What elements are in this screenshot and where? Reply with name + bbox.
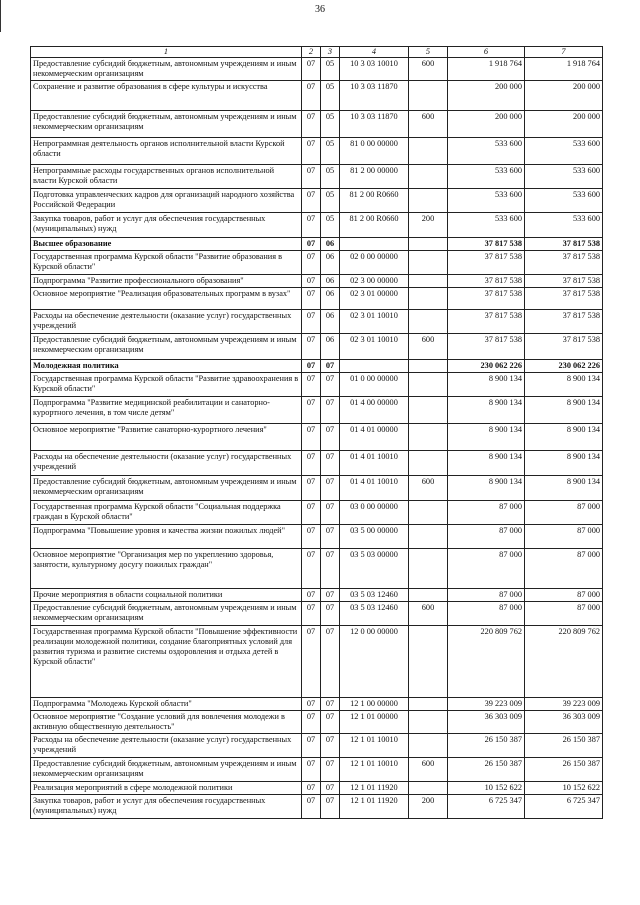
row-name-cell: Государственная программа Курской области "Повышение эффективности реализации молодежной политики, создание благоприятных условий для развития туризма и развитие системы оздоровления и отдыха детей в Курской области": [31, 626, 302, 698]
row-target-code-cell: 12 1 01 10010: [340, 734, 409, 758]
table-row: [31, 782, 603, 795]
row-name-cell: Расходы на обеспечение деятельности (оказание услуг) государственных учреждений: [31, 310, 302, 334]
row-amount-year1-cell: 8 900 134: [448, 451, 525, 476]
row-amount-year2-cell: 37 817 538: [525, 275, 603, 288]
row-expense-type-cell: [409, 711, 448, 734]
row-name-cell: Подпрограмма "Развитие профессионального образования": [31, 275, 302, 288]
row-section-cell: 07: [302, 501, 321, 525]
row-expense-type-cell: [409, 626, 448, 698]
row-expense-type-cell: 600: [409, 602, 448, 626]
row-expense-type-cell: [409, 251, 448, 275]
row-section-cell: 07: [302, 251, 321, 275]
row-amount-year2-cell: 533 600: [525, 213, 603, 238]
row-amount-year2-cell: 533 600: [525, 138, 603, 165]
row-amount-year2-cell: 533 600: [525, 165, 603, 189]
row-expense-type-cell: [409, 373, 448, 397]
table-row: [31, 275, 603, 288]
row-target-code-cell: 10 3 03 10010: [340, 58, 409, 81]
row-amount-year1-cell: 36 303 009: [448, 711, 525, 734]
row-expense-type-cell: 600: [409, 334, 448, 360]
table-row: [31, 213, 603, 238]
row-subsection-cell: 07: [321, 589, 340, 602]
row-target-code-cell: 01 4 00 00000: [340, 397, 409, 424]
row-amount-year2-cell: 37 817 538: [525, 251, 603, 275]
row-name-cell: Государственная программа Курской области "Развитие здравоохранения в Курской области": [31, 373, 302, 397]
row-target-code-cell: 12 1 01 00000: [340, 711, 409, 734]
table-row: [31, 758, 603, 782]
row-amount-year1-cell: 87 000: [448, 525, 525, 549]
table-row: [31, 111, 603, 138]
table-row: [31, 711, 603, 734]
row-target-code-cell: [340, 238, 409, 251]
table-row: [31, 451, 603, 476]
row-subsection-cell: 05: [321, 81, 340, 111]
row-name-cell: Непрограммная деятельность органов исполнительной власти Курской области: [31, 138, 302, 165]
row-subsection-cell: 07: [321, 698, 340, 711]
row-amount-year1-cell: 230 062 226: [448, 360, 525, 373]
row-section-cell: 07: [302, 81, 321, 111]
row-amount-year2-cell: 533 600: [525, 189, 603, 213]
row-target-code-cell: 81 2 00 R0660: [340, 189, 409, 213]
column-header: 7: [525, 47, 603, 58]
row-target-code-cell: 03 5 00 00000: [340, 525, 409, 549]
row-amount-year1-cell: 533 600: [448, 213, 525, 238]
row-expense-type-cell: [409, 525, 448, 549]
row-section-cell: 07: [302, 213, 321, 238]
row-section-cell: 07: [302, 451, 321, 476]
row-amount-year1-cell: 8 900 134: [448, 424, 525, 451]
row-amount-year1-cell: 6 725 347: [448, 795, 525, 819]
row-expense-type-cell: 200: [409, 795, 448, 819]
row-subsection-cell: 05: [321, 165, 340, 189]
row-target-code-cell: 81 0 00 00000: [340, 138, 409, 165]
table-row: [31, 189, 603, 213]
row-amount-year1-cell: 26 150 387: [448, 734, 525, 758]
row-target-code-cell: 01 4 01 10010: [340, 476, 409, 501]
row-expense-type-cell: [409, 238, 448, 251]
row-expense-type-cell: [409, 397, 448, 424]
table-header-row: [31, 47, 603, 58]
table-row: [31, 602, 603, 626]
table-row: [31, 795, 603, 819]
row-subsection-cell: 05: [321, 58, 340, 81]
row-section-cell: 07: [302, 758, 321, 782]
row-expense-type-cell: [409, 189, 448, 213]
row-target-code-cell: 03 0 00 00000: [340, 501, 409, 525]
row-expense-type-cell: 600: [409, 58, 448, 81]
row-subsection-cell: 07: [321, 758, 340, 782]
row-subsection-cell: 06: [321, 288, 340, 310]
row-target-code-cell: 03 5 03 12460: [340, 602, 409, 626]
row-expense-type-cell: 600: [409, 758, 448, 782]
row-amount-year1-cell: 8 900 134: [448, 476, 525, 501]
row-amount-year1-cell: 533 600: [448, 138, 525, 165]
column-header: 3: [321, 47, 340, 58]
row-subsection-cell: 05: [321, 138, 340, 165]
row-target-code-cell: 81 2 00 R0660: [340, 213, 409, 238]
row-expense-type-cell: [409, 698, 448, 711]
row-expense-type-cell: [409, 81, 448, 111]
table-row: [31, 334, 603, 360]
table-row: [31, 310, 603, 334]
row-subsection-cell: 07: [321, 451, 340, 476]
row-section-cell: 07: [302, 525, 321, 549]
row-subsection-cell: 05: [321, 213, 340, 238]
row-name-cell: Основное мероприятие "Организация мер по укреплению здоровья, занятости, культурному досугу пожилых граждан": [31, 549, 302, 589]
row-section-cell: 07: [302, 288, 321, 310]
row-name-cell: Основное мероприятие "Развитие санаторно-курортного лечения": [31, 424, 302, 451]
row-section-cell: 07: [302, 165, 321, 189]
row-expense-type-cell: [409, 288, 448, 310]
row-subsection-cell: 06: [321, 251, 340, 275]
table-row: [31, 397, 603, 424]
row-section-cell: 07: [302, 782, 321, 795]
row-expense-type-cell: [409, 451, 448, 476]
row-amount-year1-cell: 37 817 538: [448, 334, 525, 360]
row-target-code-cell: 03 5 03 12460: [340, 589, 409, 602]
row-amount-year2-cell: 8 900 134: [525, 397, 603, 424]
row-target-code-cell: [340, 360, 409, 373]
row-name-cell: Расходы на обеспечение деятельности (оказание услуг) государственных учреждений: [31, 734, 302, 758]
row-target-code-cell: 12 1 01 11920: [340, 782, 409, 795]
row-section-cell: 07: [302, 138, 321, 165]
column-header: 1: [31, 47, 302, 58]
row-subsection-cell: 05: [321, 111, 340, 138]
row-expense-type-cell: [409, 360, 448, 373]
row-subsection-cell: 07: [321, 360, 340, 373]
table-row: [31, 251, 603, 275]
row-amount-year1-cell: 10 152 622: [448, 782, 525, 795]
row-amount-year1-cell: 200 000: [448, 111, 525, 138]
row-amount-year1-cell: 26 150 387: [448, 758, 525, 782]
row-amount-year2-cell: 87 000: [525, 549, 603, 589]
row-amount-year1-cell: 8 900 134: [448, 373, 525, 397]
row-expense-type-cell: [409, 501, 448, 525]
row-name-cell: Сохранение и развитие образования в сфере культуры и искусства: [31, 81, 302, 111]
row-name-cell: Предоставление субсидий бюджетным, автономным учреждениям и иным некоммерческим организациям: [31, 758, 302, 782]
row-amount-year2-cell: 87 000: [525, 525, 603, 549]
row-amount-year2-cell: 230 062 226: [525, 360, 603, 373]
row-section-cell: 07: [302, 58, 321, 81]
row-subsection-cell: 07: [321, 734, 340, 758]
row-subsection-cell: 06: [321, 238, 340, 251]
row-amount-year1-cell: 87 000: [448, 549, 525, 589]
table-row: [31, 476, 603, 501]
row-amount-year2-cell: 39 223 009: [525, 698, 603, 711]
row-amount-year1-cell: 37 817 538: [448, 238, 525, 251]
row-expense-type-cell: 600: [409, 476, 448, 501]
table-row: [31, 589, 603, 602]
table-row: [31, 58, 603, 81]
row-subsection-cell: 07: [321, 626, 340, 698]
row-section-cell: 07: [302, 476, 321, 501]
table-row: [31, 734, 603, 758]
row-expense-type-cell: [409, 589, 448, 602]
row-amount-year2-cell: 6 725 347: [525, 795, 603, 819]
row-target-code-cell: 10 3 03 11870: [340, 81, 409, 111]
row-amount-year1-cell: 200 000: [448, 81, 525, 111]
row-name-cell: Предоставление субсидий бюджетным, автономным учреждениям и иным некоммерческим организациям: [31, 602, 302, 626]
row-amount-year1-cell: 37 817 538: [448, 310, 525, 334]
row-expense-type-cell: 200: [409, 213, 448, 238]
row-name-cell: Предоставление субсидий бюджетным, автономным учреждениям и иным некоммерческим организациям: [31, 111, 302, 138]
table-row: [31, 501, 603, 525]
row-subsection-cell: 07: [321, 397, 340, 424]
row-amount-year2-cell: 87 000: [525, 501, 603, 525]
row-name-cell: Прочие мероприятия в области социальной политики: [31, 589, 302, 602]
row-amount-year2-cell: 200 000: [525, 81, 603, 111]
row-amount-year2-cell: 37 817 538: [525, 310, 603, 334]
row-amount-year2-cell: 37 817 538: [525, 238, 603, 251]
row-expense-type-cell: [409, 734, 448, 758]
row-name-cell: Предоставление субсидий бюджетным, автономным учреждениям и иным некоммерческим организациям: [31, 476, 302, 501]
row-amount-year2-cell: 8 900 134: [525, 451, 603, 476]
row-subsection-cell: 07: [321, 501, 340, 525]
row-amount-year2-cell: 37 817 538: [525, 334, 603, 360]
row-subsection-cell: 06: [321, 334, 340, 360]
row-subsection-cell: 06: [321, 310, 340, 334]
table-row: [31, 138, 603, 165]
row-amount-year2-cell: 220 809 762: [525, 626, 603, 698]
row-subsection-cell: 07: [321, 795, 340, 819]
row-expense-type-cell: [409, 549, 448, 589]
row-section-cell: 07: [302, 602, 321, 626]
table-row: [31, 525, 603, 549]
row-target-code-cell: 81 2 00 00000: [340, 165, 409, 189]
row-name-cell: Подпрограмма "Развитие медицинской реабилитации и санаторно-курортного лечения, в том числе детям": [31, 397, 302, 424]
row-target-code-cell: 12 1 01 10010: [340, 758, 409, 782]
table-row: [31, 626, 603, 698]
row-subsection-cell: 07: [321, 549, 340, 589]
table-row: [31, 165, 603, 189]
row-section-cell: 07: [302, 275, 321, 288]
table-row: [31, 238, 603, 251]
row-section-cell: 07: [302, 360, 321, 373]
row-target-code-cell: 01 0 00 00000: [340, 373, 409, 397]
row-section-cell: 07: [302, 189, 321, 213]
row-name-cell: Государственная программа Курской области "Развитие образования в Курской области": [31, 251, 302, 275]
row-target-code-cell: 02 0 00 00000: [340, 251, 409, 275]
row-target-code-cell: 01 4 01 10010: [340, 451, 409, 476]
row-expense-type-cell: [409, 138, 448, 165]
column-header: 6: [448, 47, 525, 58]
row-subsection-cell: 07: [321, 373, 340, 397]
row-section-cell: 07: [302, 111, 321, 138]
table-row: [31, 288, 603, 310]
budget-table: [30, 46, 603, 819]
row-name-cell: Реализация мероприятий в сфере молодежной политики: [31, 782, 302, 795]
row-section-cell: 07: [302, 549, 321, 589]
row-target-code-cell: 01 4 01 00000: [340, 424, 409, 451]
row-amount-year1-cell: 39 223 009: [448, 698, 525, 711]
row-amount-year2-cell: 37 817 538: [525, 288, 603, 310]
row-section-cell: 07: [302, 310, 321, 334]
row-section-cell: 07: [302, 626, 321, 698]
row-section-cell: 07: [302, 334, 321, 360]
column-header: 5: [409, 47, 448, 58]
row-name-cell: Подпрограмма "Молодежь Курской области": [31, 698, 302, 711]
row-target-code-cell: 02 3 01 10010: [340, 310, 409, 334]
table-row: [31, 81, 603, 111]
row-section-cell: 07: [302, 711, 321, 734]
row-name-cell: Предоставление субсидий бюджетным, автономным учреждениям и иным некоммерческим организациям: [31, 58, 302, 81]
row-amount-year2-cell: 26 150 387: [525, 734, 603, 758]
row-amount-year1-cell: 533 600: [448, 189, 525, 213]
row-amount-year1-cell: 87 000: [448, 602, 525, 626]
page-number: 36: [315, 4, 325, 15]
row-amount-year2-cell: 26 150 387: [525, 758, 603, 782]
row-section-cell: 07: [302, 373, 321, 397]
row-amount-year2-cell: 36 303 009: [525, 711, 603, 734]
row-amount-year1-cell: 37 817 538: [448, 275, 525, 288]
row-expense-type-cell: 600: [409, 111, 448, 138]
row-name-cell: Основное мероприятие "Реализация образовательных программ в вузах": [31, 288, 302, 310]
row-amount-year1-cell: 220 809 762: [448, 626, 525, 698]
row-amount-year2-cell: 1 918 764: [525, 58, 603, 81]
row-name-cell: Закупка товаров, работ и услуг для обеспечения государственных (муниципальных) нужд: [31, 795, 302, 819]
row-subsection-cell: 07: [321, 476, 340, 501]
row-amount-year1-cell: 37 817 538: [448, 251, 525, 275]
row-subsection-cell: 07: [321, 782, 340, 795]
row-name-cell: Предоставление субсидий бюджетным, автономным учреждениям и иным некоммерческим организациям: [31, 334, 302, 360]
row-name-cell: Подпрограмма "Повышение уровня и качества жизни пожилых людей": [31, 525, 302, 549]
row-name-cell: Закупка товаров, работ и услуг для обеспечения государственных (муниципальных) нужд: [31, 213, 302, 238]
row-amount-year1-cell: 533 600: [448, 165, 525, 189]
table-row: [31, 424, 603, 451]
row-target-code-cell: 12 0 00 00000: [340, 626, 409, 698]
row-amount-year2-cell: 10 152 622: [525, 782, 603, 795]
row-name-cell: Высшее образование: [31, 238, 302, 251]
row-target-code-cell: 02 3 00 00000: [340, 275, 409, 288]
row-amount-year1-cell: 87 000: [448, 501, 525, 525]
row-name-cell: Основное мероприятие "Создание условий для вовлечения молодежи в активную общественную деятельность": [31, 711, 302, 734]
row-amount-year1-cell: 1 918 764: [448, 58, 525, 81]
row-section-cell: 07: [302, 589, 321, 602]
row-expense-type-cell: [409, 275, 448, 288]
row-subsection-cell: 07: [321, 602, 340, 626]
row-subsection-cell: 07: [321, 711, 340, 734]
row-amount-year2-cell: 8 900 134: [525, 373, 603, 397]
row-name-cell: Молодежная политика: [31, 360, 302, 373]
row-section-cell: 07: [302, 397, 321, 424]
row-name-cell: Расходы на обеспечение деятельности (оказание услуг) государственных учреждений: [31, 451, 302, 476]
row-name-cell: Непрограммные расходы государственных органов исполнительной власти Курской области: [31, 165, 302, 189]
row-expense-type-cell: [409, 782, 448, 795]
row-amount-year1-cell: 37 817 538: [448, 288, 525, 310]
row-subsection-cell: 05: [321, 189, 340, 213]
row-amount-year2-cell: 200 000: [525, 111, 603, 138]
table-body: [31, 58, 603, 819]
row-target-code-cell: 03 5 03 00000: [340, 549, 409, 589]
row-subsection-cell: 07: [321, 525, 340, 549]
column-header: 2: [302, 47, 321, 58]
row-target-code-cell: 12 1 01 11920: [340, 795, 409, 819]
row-section-cell: 07: [302, 698, 321, 711]
row-section-cell: 07: [302, 734, 321, 758]
row-subsection-cell: 06: [321, 275, 340, 288]
row-section-cell: 07: [302, 238, 321, 251]
row-amount-year1-cell: 8 900 134: [448, 397, 525, 424]
table-row: [31, 698, 603, 711]
row-amount-year2-cell: 87 000: [525, 589, 603, 602]
row-target-code-cell: 10 3 03 11870: [340, 111, 409, 138]
row-name-cell: Подготовка управленческих кадров для организаций народного хозяйства Российской Федерации: [31, 189, 302, 213]
row-name-cell: Государственная программа Курской области "Социальная поддержка граждан в Курской области": [31, 501, 302, 525]
table-row: [31, 549, 603, 589]
row-amount-year2-cell: 8 900 134: [525, 424, 603, 451]
row-section-cell: 07: [302, 795, 321, 819]
table-row: [31, 360, 603, 373]
row-subsection-cell: 07: [321, 424, 340, 451]
row-amount-year1-cell: 87 000: [448, 589, 525, 602]
row-amount-year2-cell: 8 900 134: [525, 476, 603, 501]
row-amount-year2-cell: 87 000: [525, 602, 603, 626]
row-expense-type-cell: [409, 310, 448, 334]
table-row: [31, 373, 603, 397]
row-section-cell: 07: [302, 424, 321, 451]
row-expense-type-cell: [409, 165, 448, 189]
row-target-code-cell: 02 3 01 10010: [340, 334, 409, 360]
column-header: 4: [340, 47, 409, 58]
row-expense-type-cell: [409, 424, 448, 451]
row-target-code-cell: 02 3 01 00000: [340, 288, 409, 310]
row-target-code-cell: 12 1 00 00000: [340, 698, 409, 711]
